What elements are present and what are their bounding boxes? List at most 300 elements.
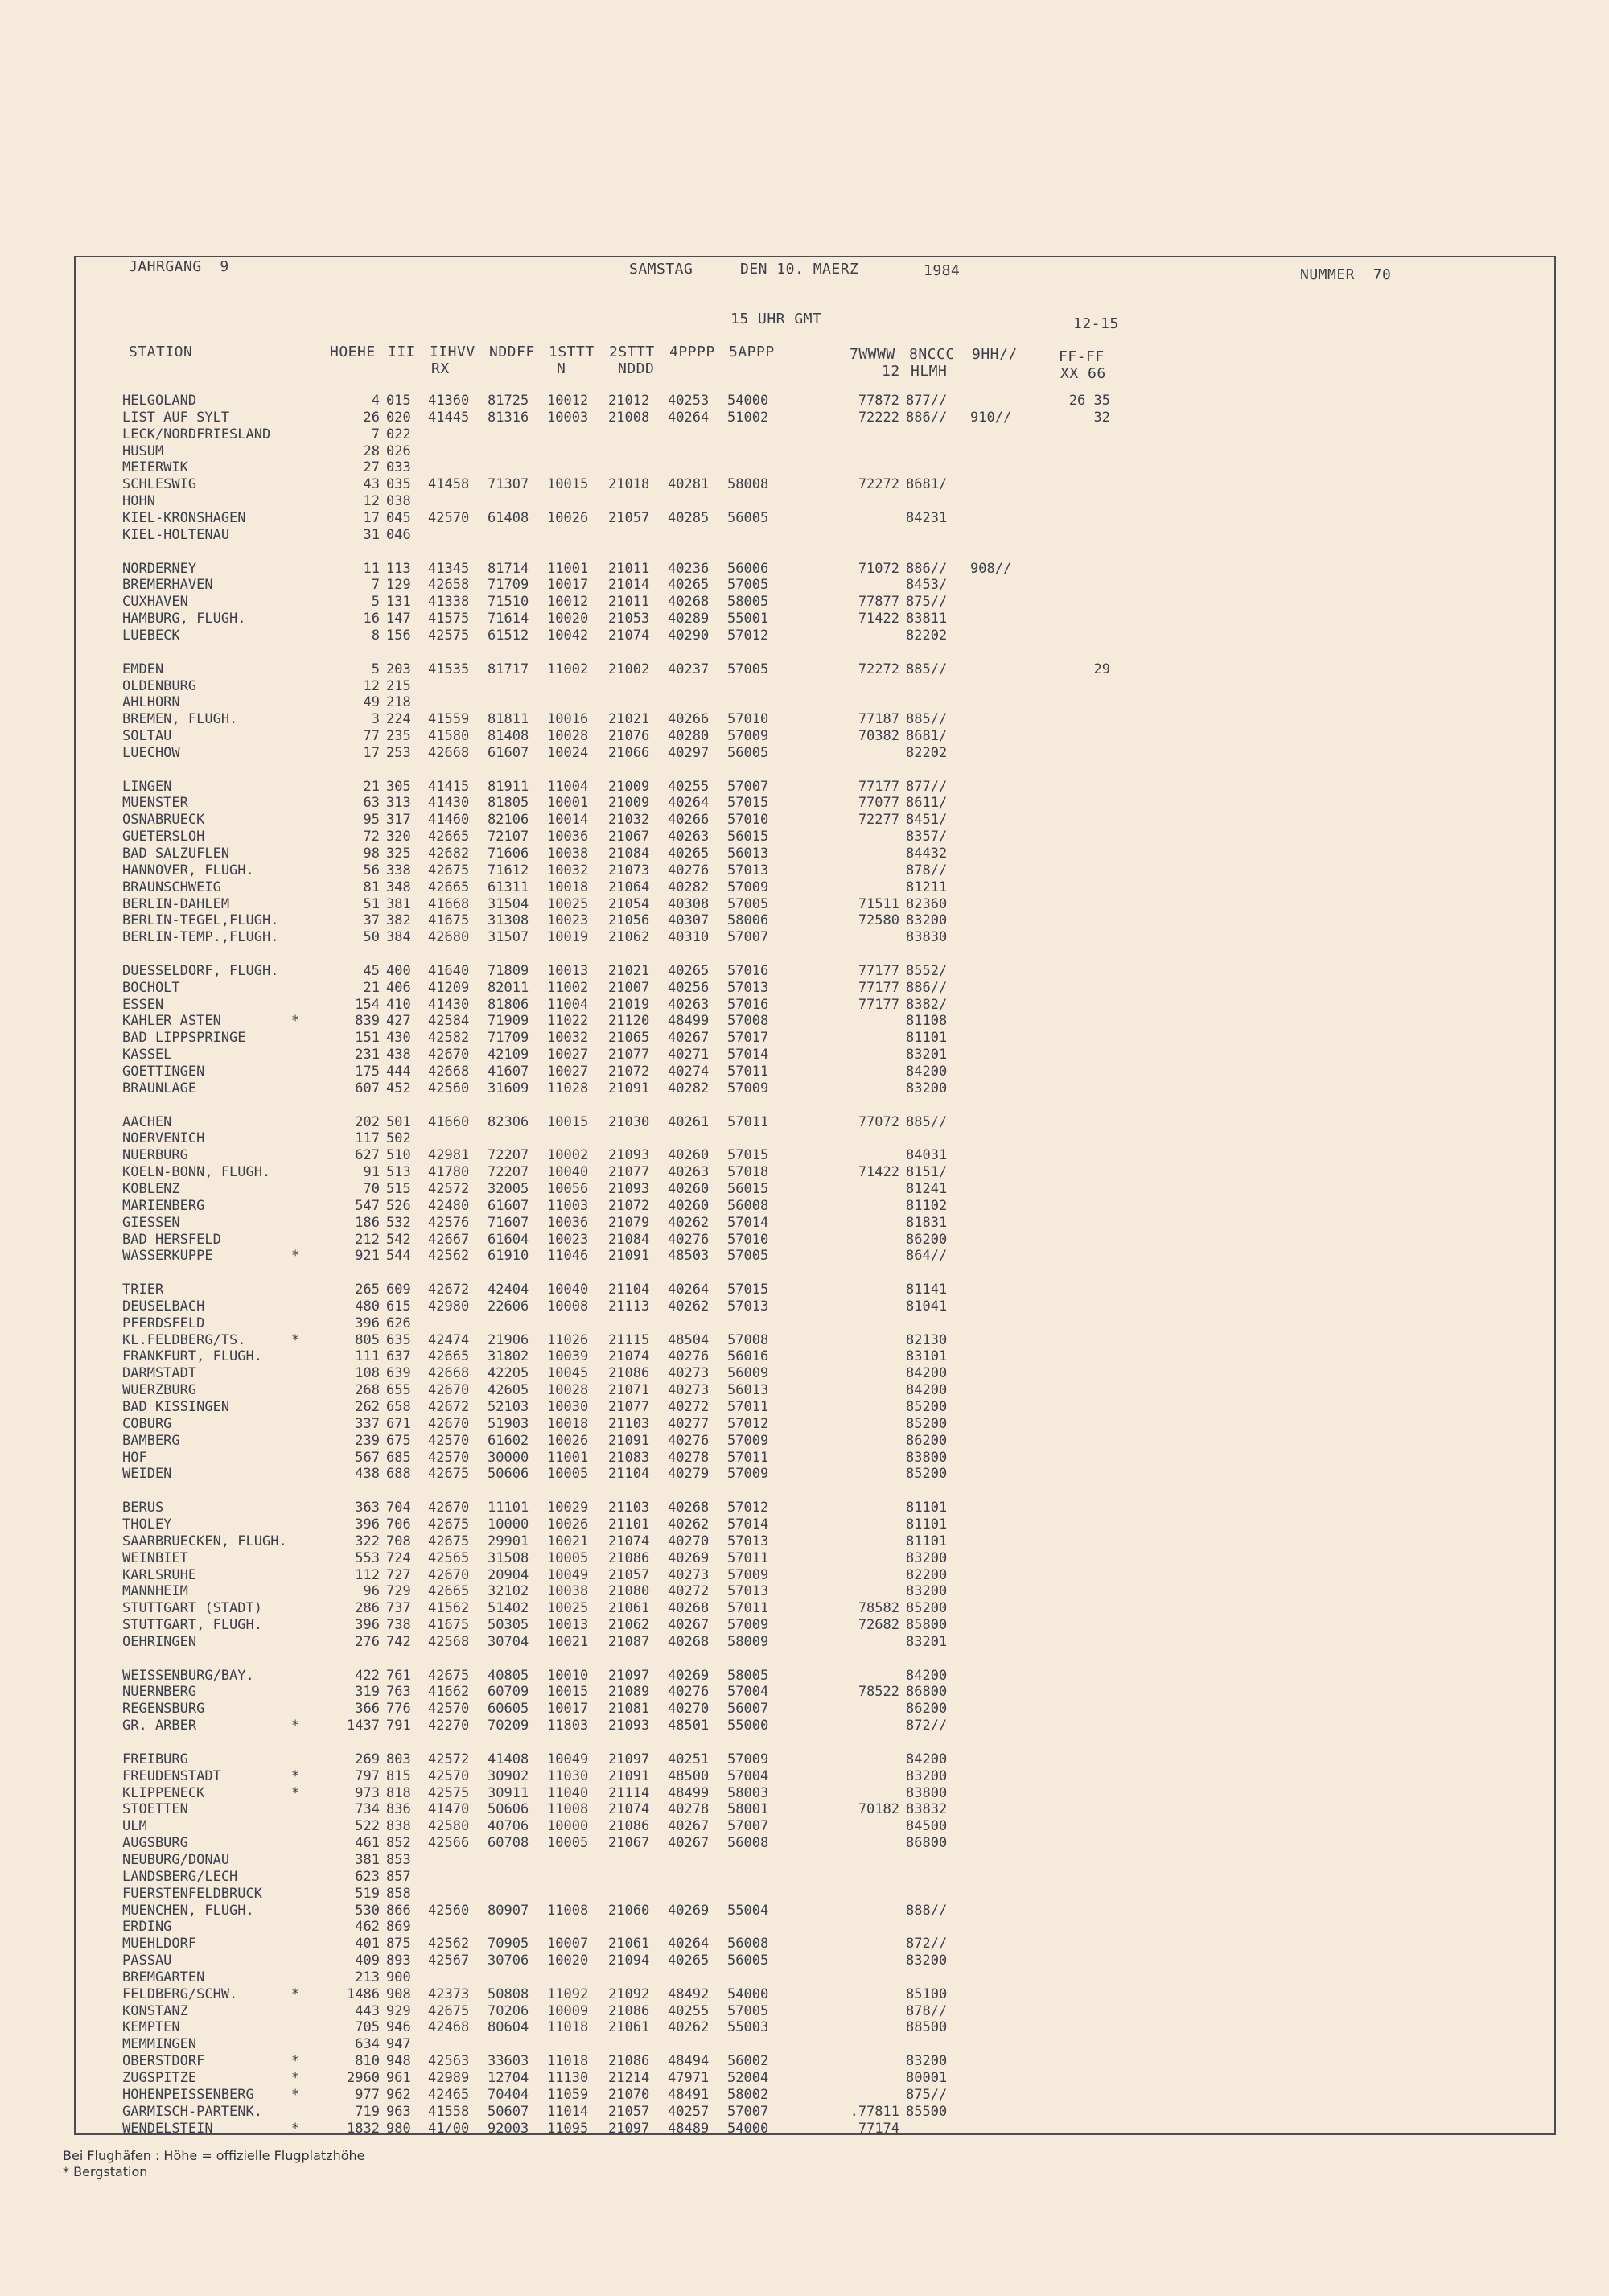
cell-hoehe: 1832 <box>347 2120 380 2137</box>
col-7wwww: 7WWWW <box>850 346 895 363</box>
cell-nddff: 72107 <box>488 829 529 846</box>
cell-iii: 671 <box>386 1415 411 1432</box>
cell-sttt2: 21054 <box>608 895 650 912</box>
cell-station-name: COBURG <box>122 1415 172 1432</box>
cell-wwww: 77177 <box>858 979 899 996</box>
col-2sttt: 2STTT <box>609 344 655 360</box>
cell-appp: 57005 <box>727 577 769 594</box>
cell-pppp: 40271 <box>668 1047 710 1064</box>
cell-mountain-marker: * <box>291 1718 300 1734</box>
cell-sttt2: 21093 <box>608 1147 650 1164</box>
cell-pppp: 40267 <box>668 1617 710 1633</box>
cell-hoehe: 977 <box>355 2086 380 2103</box>
cell-hoehe: 553 <box>355 1549 380 1566</box>
cell-sttt2: 21083 <box>608 1449 650 1466</box>
cell-nccc: 84200 <box>906 1365 948 1382</box>
cell-sttt1: 11095 <box>547 2120 589 2137</box>
cell-wwww: 77072 <box>858 1113 899 1130</box>
cell-hoehe: 111 <box>355 1348 380 1365</box>
cell-pppp: 40265 <box>668 1952 710 1969</box>
cell-hoehe: 396 <box>355 1315 380 1331</box>
cell-iihvv: 42665 <box>428 1583 470 1600</box>
cell-wwww: 72277 <box>858 812 899 829</box>
cell-appp: 57011 <box>727 1064 769 1080</box>
cell-iihvv: 42570 <box>428 1432 470 1449</box>
cell-nddff: 81805 <box>488 795 529 812</box>
cell-pppp: 40297 <box>668 744 710 761</box>
cell-nddff: 40706 <box>488 1818 529 1835</box>
cell-nccc: 877// <box>906 393 948 409</box>
cell-appp: 57009 <box>727 1466 769 1483</box>
cell-station-name: WEIDEN <box>122 1466 172 1483</box>
cell-station-name: THOLEY <box>122 1516 172 1533</box>
cell-iii: 542 <box>386 1231 411 1248</box>
col-nddff: NDDFF <box>489 344 535 360</box>
cell-iii: 015 <box>386 393 411 409</box>
cell-nddff: 81408 <box>488 728 529 744</box>
cell-nddff: 71606 <box>488 846 529 862</box>
cell-sttt1: 10018 <box>547 878 589 895</box>
cell-sttt2: 21081 <box>608 1701 650 1718</box>
cell-hoehe: 262 <box>355 1399 380 1415</box>
cell-station-name: BRAUNSCHWEIG <box>122 878 221 895</box>
cell-station-name: GARMISCH-PARTENK. <box>122 2103 262 2120</box>
cell-sttt2: 21077 <box>608 1399 650 1415</box>
cell-iii: 637 <box>386 1348 411 1365</box>
cell-hoehe: 2960 <box>347 2070 380 2086</box>
footnote-airports: Bei Flughäfen : Höhe = offizielle Flugplatzhöhe <box>63 2148 365 2163</box>
cell-iihvv: 41558 <box>428 2103 470 2120</box>
cell-appp: 57008 <box>727 1013 769 1030</box>
cell-iihvv: 41559 <box>428 711 470 728</box>
cell-iii: 427 <box>386 1013 411 1030</box>
cell-appp: 57010 <box>727 1231 769 1248</box>
cell-sttt2: 21057 <box>608 510 650 526</box>
cell-iii: 869 <box>386 1919 411 1936</box>
cell-pppp: 40273 <box>668 1566 710 1583</box>
cell-station-name: KOELN-BONN, FLUGH. <box>122 1164 271 1181</box>
cell-appp: 57009 <box>727 878 769 895</box>
cell-sttt1: 11028 <box>547 1080 589 1097</box>
cell-nccc: 83200 <box>906 2053 948 2070</box>
cell-hoehe: 12 <box>363 493 380 510</box>
cell-sttt1: 10023 <box>547 1231 589 1248</box>
cell-nccc: 84200 <box>906 1751 948 1767</box>
cell-appp: 57014 <box>727 1516 769 1533</box>
cell-nccc: 81141 <box>906 1282 948 1298</box>
cell-nddff: 42404 <box>488 1282 529 1298</box>
cell-wwww: 77174 <box>858 2120 899 2137</box>
cell-iii: 384 <box>386 929 411 946</box>
cell-iii: 761 <box>386 1667 411 1684</box>
cell-station-name: BREMERHAVEN <box>122 577 213 594</box>
cell-pppp: 40282 <box>668 1080 710 1097</box>
cell-iihvv: 41675 <box>428 1617 470 1633</box>
cell-appp: 57013 <box>727 1583 769 1600</box>
cell-sttt1: 10045 <box>547 1365 589 1382</box>
cell-sttt1: 11130 <box>547 2070 589 2086</box>
cell-iii: 639 <box>386 1365 411 1382</box>
cell-nddff: 81806 <box>488 996 529 1013</box>
cell-pppp: 40265 <box>668 846 710 862</box>
cell-nccc: 8451/ <box>906 812 948 829</box>
cell-station-name: BERLIN-TEGEL,FLUGH. <box>122 912 279 929</box>
cell-sttt2: 21061 <box>608 1936 650 1952</box>
cell-iihvv: 42668 <box>428 744 470 761</box>
cell-station-name: ZUGSPITZE <box>122 2070 197 2086</box>
cell-iii: 348 <box>386 878 411 895</box>
cell-hoehe: 438 <box>355 1466 380 1483</box>
cell-station-name: LUEBECK <box>122 627 180 644</box>
cell-appp: 57005 <box>727 2002 769 2019</box>
cell-sttt1: 11026 <box>547 1331 589 1348</box>
cell-station-name: SAARBRUECKEN, FLUGH. <box>122 1533 287 1549</box>
col-9hh: 9HH// <box>972 346 1018 363</box>
cell-iihvv: 42480 <box>428 1197 470 1214</box>
cell-nddff: 61604 <box>488 1231 529 1248</box>
cell-iii: 147 <box>386 611 411 627</box>
cell-hoehe: 547 <box>355 1197 380 1214</box>
cell-hoehe: 810 <box>355 2053 380 2070</box>
cell-iii: 685 <box>386 1449 411 1466</box>
cell-pppp: 40267 <box>668 1030 710 1047</box>
cell-appp: 56015 <box>727 829 769 846</box>
cell-mountain-marker: * <box>291 2120 300 2137</box>
cell-station-name: FRANKFURT, FLUGH. <box>122 1348 262 1365</box>
cell-nccc: 8382/ <box>906 996 948 1013</box>
cell-nccc: 875// <box>906 594 948 611</box>
cell-sttt2: 21057 <box>608 1566 650 1583</box>
cell-iihvv: 42576 <box>428 1214 470 1231</box>
cell-iihvv: 41209 <box>428 979 470 996</box>
cell-iihvv: 42675 <box>428 862 470 878</box>
cell-hoehe: 921 <box>355 1248 380 1265</box>
cell-station-name: NUERNBERG <box>122 1684 197 1701</box>
cell-nccc: 81241 <box>906 1180 948 1197</box>
col-1sttt: 1STTT <box>549 344 595 360</box>
cell-wwww: 78582 <box>858 1600 899 1617</box>
cell-sttt1: 10038 <box>547 846 589 862</box>
cell-iihvv: 41/00 <box>428 2120 470 2137</box>
cell-nccc: 83200 <box>906 1952 948 1969</box>
cell-station-name: BOCHOLT <box>122 979 180 996</box>
cell-station-name: WUERZBURG <box>122 1382 197 1399</box>
cell-pppp: 40276 <box>668 1231 710 1248</box>
cell-sttt2: 21074 <box>608 1348 650 1365</box>
cell-hoehe: 31 <box>363 526 380 543</box>
cell-nddff: 61408 <box>488 510 529 526</box>
cell-pppp: 40269 <box>668 1902 710 1919</box>
cell-sttt2: 21061 <box>608 2019 650 2036</box>
cell-pppp: 47971 <box>668 2070 710 2086</box>
col-4pppp: 4PPPP <box>669 344 715 360</box>
cell-mountain-marker: * <box>291 1331 300 1348</box>
cell-iii: 803 <box>386 1751 411 1767</box>
cell-nccc: 886// <box>906 979 948 996</box>
cell-iii: 129 <box>386 577 411 594</box>
cell-pppp: 40255 <box>668 2002 710 2019</box>
cell-sttt2: 21086 <box>608 1365 650 1382</box>
cell-nccc: 8681/ <box>906 476 948 493</box>
cell-pppp: 40282 <box>668 878 710 895</box>
cell-nccc: 80001 <box>906 2070 948 2086</box>
cell-nccc: 85100 <box>906 1985 948 2002</box>
cell-nddff: 61311 <box>488 878 529 895</box>
cell-iii: 317 <box>386 812 411 829</box>
cell-iihvv: 42665 <box>428 829 470 846</box>
cell-iihvv: 42665 <box>428 878 470 895</box>
cell-nddff: 71809 <box>488 962 529 979</box>
cell-sttt1: 11001 <box>547 1449 589 1466</box>
cell-nddff: 82011 <box>488 979 529 996</box>
cell-nccc: 877// <box>906 778 948 795</box>
cell-nddff: 60708 <box>488 1835 529 1852</box>
cell-iihvv: 42580 <box>428 1818 470 1835</box>
cell-appp: 57017 <box>727 1030 769 1047</box>
cell-iihvv: 41562 <box>428 1600 470 1617</box>
cell-appp: 57009 <box>727 1617 769 1633</box>
cell-pppp: 40264 <box>668 795 710 812</box>
cell-sttt1: 10025 <box>547 895 589 912</box>
cell-pppp: 40279 <box>668 1466 710 1483</box>
cell-hoehe: 623 <box>355 1868 380 1885</box>
cell-nccc: 8357/ <box>906 829 948 846</box>
cell-nddff: 41607 <box>488 1064 529 1080</box>
cell-wwww: 72682 <box>858 1617 899 1633</box>
cell-iii: 875 <box>386 1936 411 1952</box>
cell-nccc: 82202 <box>906 627 948 644</box>
cell-appp: 56016 <box>727 1348 769 1365</box>
cell-sttt2: 21077 <box>608 1047 650 1064</box>
cell-nccc: 81831 <box>906 1214 948 1231</box>
cell-hh: 908// <box>970 560 1012 577</box>
cell-appp: 54000 <box>727 2120 769 2137</box>
cell-nccc: 84432 <box>906 846 948 862</box>
cell-pppp: 40262 <box>668 1516 710 1533</box>
cell-hoehe: 151 <box>355 1030 380 1047</box>
cell-iihvv: 41640 <box>428 962 470 979</box>
col-iii: III <box>388 344 416 360</box>
cell-pppp: 40251 <box>668 1751 710 1767</box>
cell-sttt1: 11018 <box>547 2053 589 2070</box>
cell-iii: 305 <box>386 778 411 795</box>
cell-iihvv: 41668 <box>428 895 470 912</box>
cell-sttt2: 21062 <box>608 929 650 946</box>
cell-hoehe: 4 <box>371 393 380 409</box>
cell-sttt1: 10017 <box>547 577 589 594</box>
cell-sttt2: 21012 <box>608 393 650 409</box>
cell-sttt2: 21002 <box>608 660 650 677</box>
cell-appp: 56008 <box>727 1936 769 1952</box>
cell-hoehe: 21 <box>363 979 380 996</box>
cell-hoehe: 567 <box>355 1449 380 1466</box>
cell-station-name: SOLTAU <box>122 728 172 744</box>
cell-hoehe: 634 <box>355 2036 380 2053</box>
cell-station-name: HELGOLAND <box>122 393 197 409</box>
cell-iihvv: 41430 <box>428 795 470 812</box>
cell-appp: 57009 <box>727 728 769 744</box>
cell-hoehe: 462 <box>355 1919 380 1936</box>
cell-sttt1: 10028 <box>547 728 589 744</box>
cell-station-name: AUGSBURG <box>122 1835 188 1852</box>
cell-hoehe: 322 <box>355 1533 380 1549</box>
cell-sttt2: 21065 <box>608 1030 650 1047</box>
cell-station-name: GIESSEN <box>122 1214 180 1231</box>
cell-pppp: 40267 <box>668 1835 710 1852</box>
cell-hoehe: 175 <box>355 1064 380 1080</box>
cell-appp: 58006 <box>727 912 769 929</box>
weekday-label: SAMSTAG <box>629 261 693 278</box>
cell-pppp: 40262 <box>668 2019 710 2036</box>
cell-station-name: BRAUNLAGE <box>122 1080 197 1097</box>
cell-nccc: 85200 <box>906 1399 948 1415</box>
cell-iihvv: 41338 <box>428 594 470 611</box>
cell-nddff: 30902 <box>488 1767 529 1784</box>
cell-iihvv: 42584 <box>428 1013 470 1030</box>
cell-hoehe: 443 <box>355 2002 380 2019</box>
cell-hoehe: 108 <box>355 1365 380 1382</box>
cell-hh: 910// <box>970 409 1012 426</box>
cell-sttt2: 21014 <box>608 577 650 594</box>
cell-wwww: 71072 <box>858 560 899 577</box>
cell-station-name: OSNABRUECK <box>122 812 205 829</box>
cell-hoehe: 5 <box>371 660 380 677</box>
cell-sttt1: 10002 <box>547 1147 589 1164</box>
cell-nccc: 886// <box>906 409 948 426</box>
cell-sttt2: 21093 <box>608 1180 650 1197</box>
cell-wwww: 77872 <box>858 393 899 409</box>
cell-sttt2: 21072 <box>608 1197 650 1214</box>
cell-iii: 156 <box>386 627 411 644</box>
cell-iii: 325 <box>386 846 411 862</box>
cell-iii: 738 <box>386 1617 411 1633</box>
cell-pppp: 40263 <box>668 829 710 846</box>
cell-wwww: 78522 <box>858 1684 899 1701</box>
cell-pppp: 40265 <box>668 577 710 594</box>
cell-iii: 708 <box>386 1533 411 1549</box>
cell-iii: 655 <box>386 1382 411 1399</box>
cell-hoehe: 212 <box>355 1231 380 1248</box>
cell-hoehe: 519 <box>355 1885 380 1902</box>
cell-pppp: 40268 <box>668 594 710 611</box>
cell-iii: 046 <box>386 526 411 543</box>
cell-iihvv: 42675 <box>428 1466 470 1483</box>
cell-iihvv: 42565 <box>428 1549 470 1566</box>
cell-sttt2: 21103 <box>608 1415 650 1432</box>
cell-iii: 406 <box>386 979 411 996</box>
cell-pppp: 40276 <box>668 1684 710 1701</box>
cell-sttt1: 10000 <box>547 1818 589 1835</box>
cell-nccc: 81211 <box>906 878 948 895</box>
cell-nddff: 71709 <box>488 577 529 594</box>
cell-hoehe: 112 <box>355 1566 380 1583</box>
cell-hoehe: 51 <box>363 895 380 912</box>
cell-hoehe: 63 <box>363 795 380 812</box>
cell-pppp: 40281 <box>668 476 710 493</box>
cell-station-name: BAD LIPPSPRINGE <box>122 1030 246 1047</box>
cell-iii: 544 <box>386 1248 411 1265</box>
cell-iii: 020 <box>386 409 411 426</box>
cell-iihvv: 41345 <box>428 560 470 577</box>
cell-sttt2: 21008 <box>608 409 650 426</box>
cell-sttt1: 11030 <box>547 1767 589 1784</box>
cell-station-name: OBERSTDORF <box>122 2053 205 2070</box>
cell-pppp: 40268 <box>668 1500 710 1516</box>
cell-hoehe: 96 <box>363 1583 380 1600</box>
cell-appp: 56002 <box>727 2053 769 2070</box>
cell-iihvv: 42665 <box>428 1348 470 1365</box>
cell-iii: 615 <box>386 1298 411 1315</box>
cell-iii: 962 <box>386 2086 411 2103</box>
jahrgang-label: JAHRGANG 9 <box>129 258 229 275</box>
cell-iihvv: 42658 <box>428 577 470 594</box>
cell-appp: 57007 <box>727 929 769 946</box>
cell-iii: 381 <box>386 895 411 912</box>
cell-nddff: 71607 <box>488 1214 529 1231</box>
cell-sttt1: 11040 <box>547 1784 589 1801</box>
cell-nddff: 30706 <box>488 1952 529 1969</box>
cell-nccc: 86800 <box>906 1835 948 1852</box>
cell-iihvv: 42575 <box>428 1784 470 1801</box>
cell-station-name: GOETTINGEN <box>122 1064 205 1080</box>
cell-nddff: 70404 <box>488 2086 529 2103</box>
cell-sttt2: 21077 <box>608 1164 650 1181</box>
cell-station-name: STOETTEN <box>122 1801 188 1818</box>
cell-nddff: 33603 <box>488 2053 529 2070</box>
cell-appp: 56009 <box>727 1365 769 1382</box>
cell-sttt1: 10039 <box>547 1348 589 1365</box>
cell-nccc: 83201 <box>906 1047 948 1064</box>
cell-pppp: 40261 <box>668 1113 710 1130</box>
cell-nccc: 86800 <box>906 1684 948 1701</box>
cell-nccc: 85200 <box>906 1600 948 1617</box>
cell-sttt1: 10026 <box>547 1432 589 1449</box>
cell-appp: 57016 <box>727 962 769 979</box>
cell-nddff: 61607 <box>488 1197 529 1214</box>
cell-appp: 57015 <box>727 1282 769 1298</box>
cell-hoehe: 268 <box>355 1382 380 1399</box>
cell-nddff: 70206 <box>488 2002 529 2019</box>
cell-sttt2: 21074 <box>608 627 650 644</box>
cell-station-name: KL.FELDBERG/TS. <box>122 1331 246 1348</box>
cell-nccc: 83811 <box>906 611 948 627</box>
cell-station-name: WEINBIET <box>122 1549 188 1566</box>
cell-pppp: 40262 <box>668 1298 710 1315</box>
cell-sttt1: 10049 <box>547 1751 589 1767</box>
cell-appp: 58001 <box>727 1801 769 1818</box>
cell-hoehe: 7 <box>371 577 380 594</box>
cell-iii: 035 <box>386 476 411 493</box>
cell-station-name: FELDBERG/SCHW. <box>122 1985 238 2002</box>
cell-iii: 502 <box>386 1130 411 1147</box>
cell-appp: 56013 <box>727 846 769 862</box>
cell-sttt2: 21056 <box>608 912 650 929</box>
col-5appp: 5APPP <box>729 344 775 360</box>
cell-appp: 57009 <box>727 1080 769 1097</box>
cell-nccc: 83200 <box>906 1767 948 1784</box>
cell-appp: 57010 <box>727 711 769 728</box>
cell-appp: 57009 <box>727 1566 769 1583</box>
cell-iii: 038 <box>386 493 411 510</box>
cell-wwww: 72580 <box>858 912 899 929</box>
cell-iii: 452 <box>386 1080 411 1097</box>
cell-pppp: 40264 <box>668 1936 710 1952</box>
cell-sttt2: 21067 <box>608 1835 650 1852</box>
cell-iihvv: 42270 <box>428 1718 470 1734</box>
cell-appp: 57007 <box>727 2103 769 2120</box>
cell-sttt2: 21097 <box>608 1751 650 1767</box>
cell-nccc: 85800 <box>906 1617 948 1633</box>
